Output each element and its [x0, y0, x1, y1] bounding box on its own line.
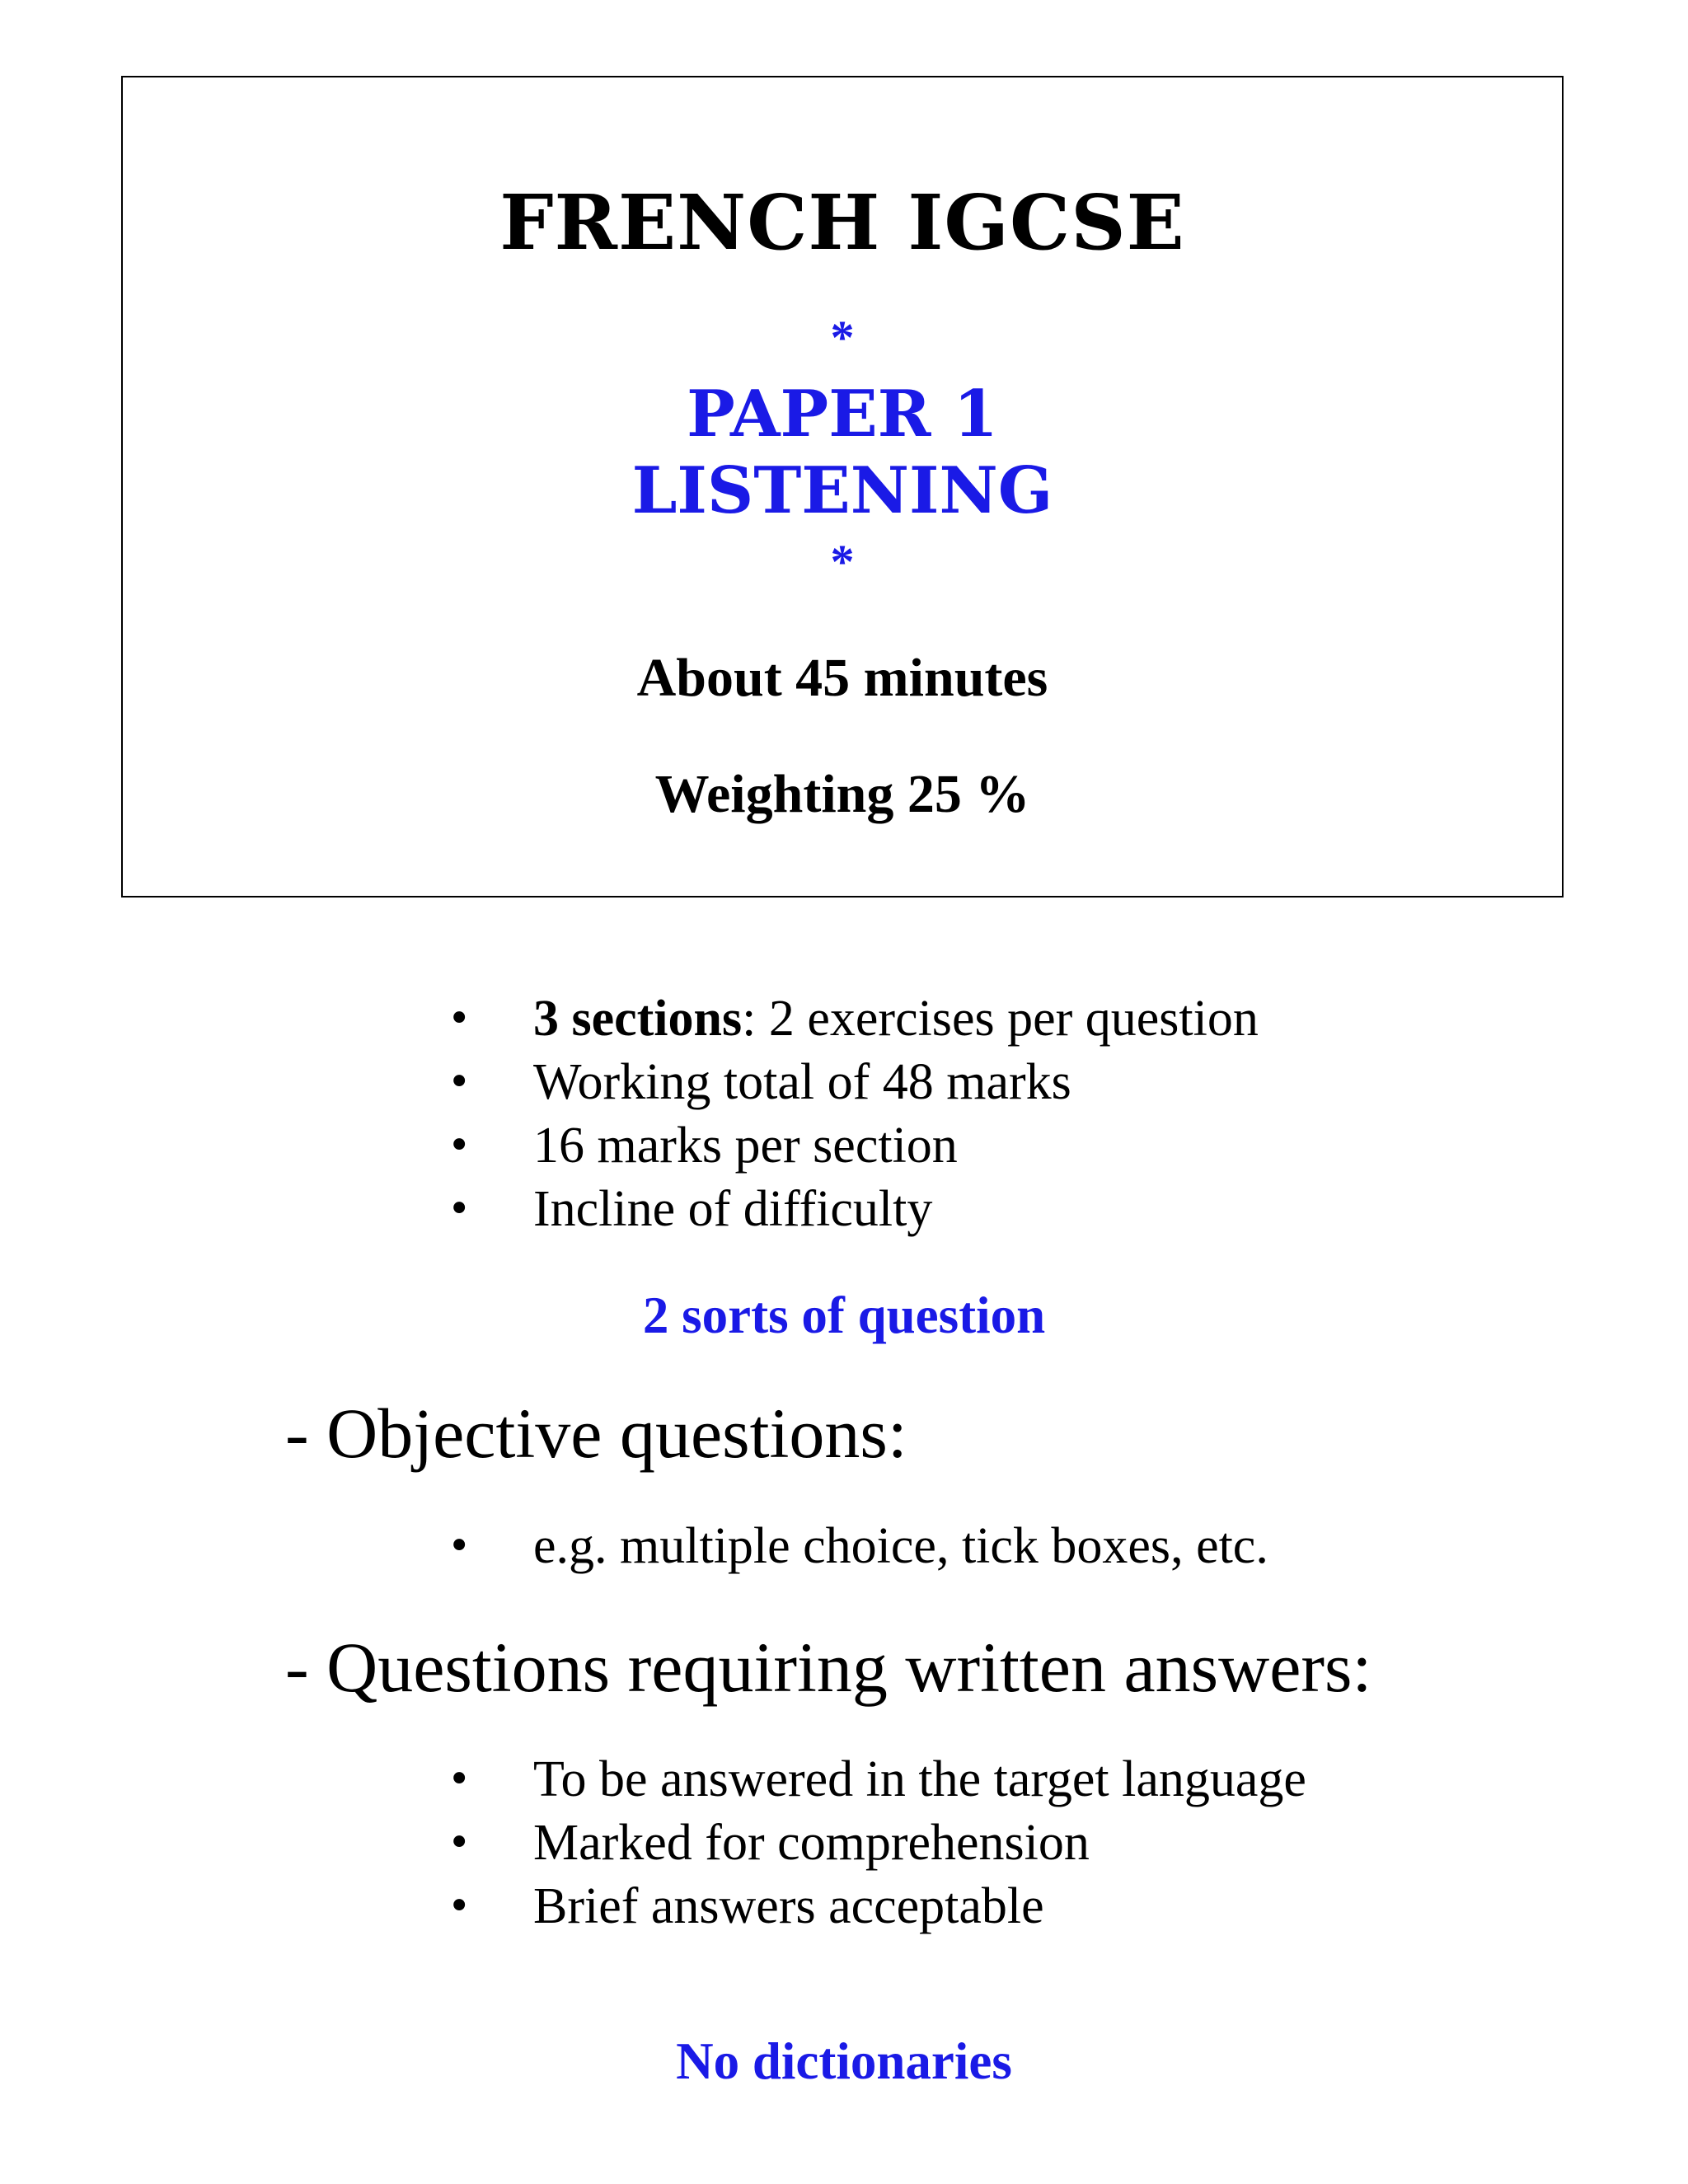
bullet-icon: • — [448, 1820, 471, 1866]
written-list — [0, 1748, 1306, 1938]
list-item — [0, 1178, 1259, 1241]
overview-list — [0, 987, 1259, 1241]
bullet-icon: • — [448, 1883, 471, 1929]
bullet-icon: • — [448, 996, 471, 1042]
paper-name: LISTENING — [631, 453, 1053, 528]
list-item-text: Working total of 48 marks — [533, 1054, 1071, 1110]
list-item — [0, 1875, 1306, 1938]
objective-list — [0, 1515, 1268, 1578]
category-objective-title: - Objective questions: — [285, 1394, 907, 1473]
bullet-icon: • — [448, 1122, 471, 1169]
asterisk-divider-bottom: * — [830, 535, 855, 588]
title-box — [121, 76, 1564, 898]
exam-weighting: Weighting 25 % — [654, 764, 1030, 824]
bullet-icon: • — [448, 1186, 471, 1232]
list-item-text: Incline of difficulty — [533, 1181, 933, 1237]
bullet-icon: • — [448, 1523, 471, 1569]
list-item-bold: 3 sections — [533, 991, 743, 1047]
list-item-text: To be answered in the target language — [533, 1751, 1306, 1807]
list-item-text: e.g. multiple choice, tick boxes, etc. — [533, 1518, 1268, 1574]
list-item — [0, 1811, 1306, 1875]
exam-duration: About 45 minutes — [636, 648, 1048, 708]
category-written-title: - Questions requiring written answers: — [285, 1628, 1372, 1707]
document-title: FRENCH IGCSE — [499, 178, 1185, 267]
list-item — [0, 1051, 1259, 1114]
paper-number: PAPER 1 — [687, 377, 998, 452]
list-item — [0, 1748, 1306, 1811]
bullet-icon: • — [448, 1059, 471, 1105]
list-item — [0, 1515, 1268, 1578]
question-types-heading: 2 sorts of question — [642, 1286, 1046, 1344]
bullet-icon: • — [448, 1756, 471, 1802]
asterisk-divider-top: * — [830, 311, 855, 364]
list-item-text: 16 marks per section — [533, 1118, 958, 1174]
list-item-text: Marked for comprehension — [533, 1815, 1090, 1871]
list-item — [0, 1114, 1259, 1178]
list-item-text: Brief answers acceptable — [533, 1878, 1044, 1934]
list-item — [0, 987, 1259, 1051]
no-dictionaries-note: No dictionaries — [676, 2032, 1012, 2090]
list-item-text: : 2 exercises per question — [742, 991, 1259, 1047]
